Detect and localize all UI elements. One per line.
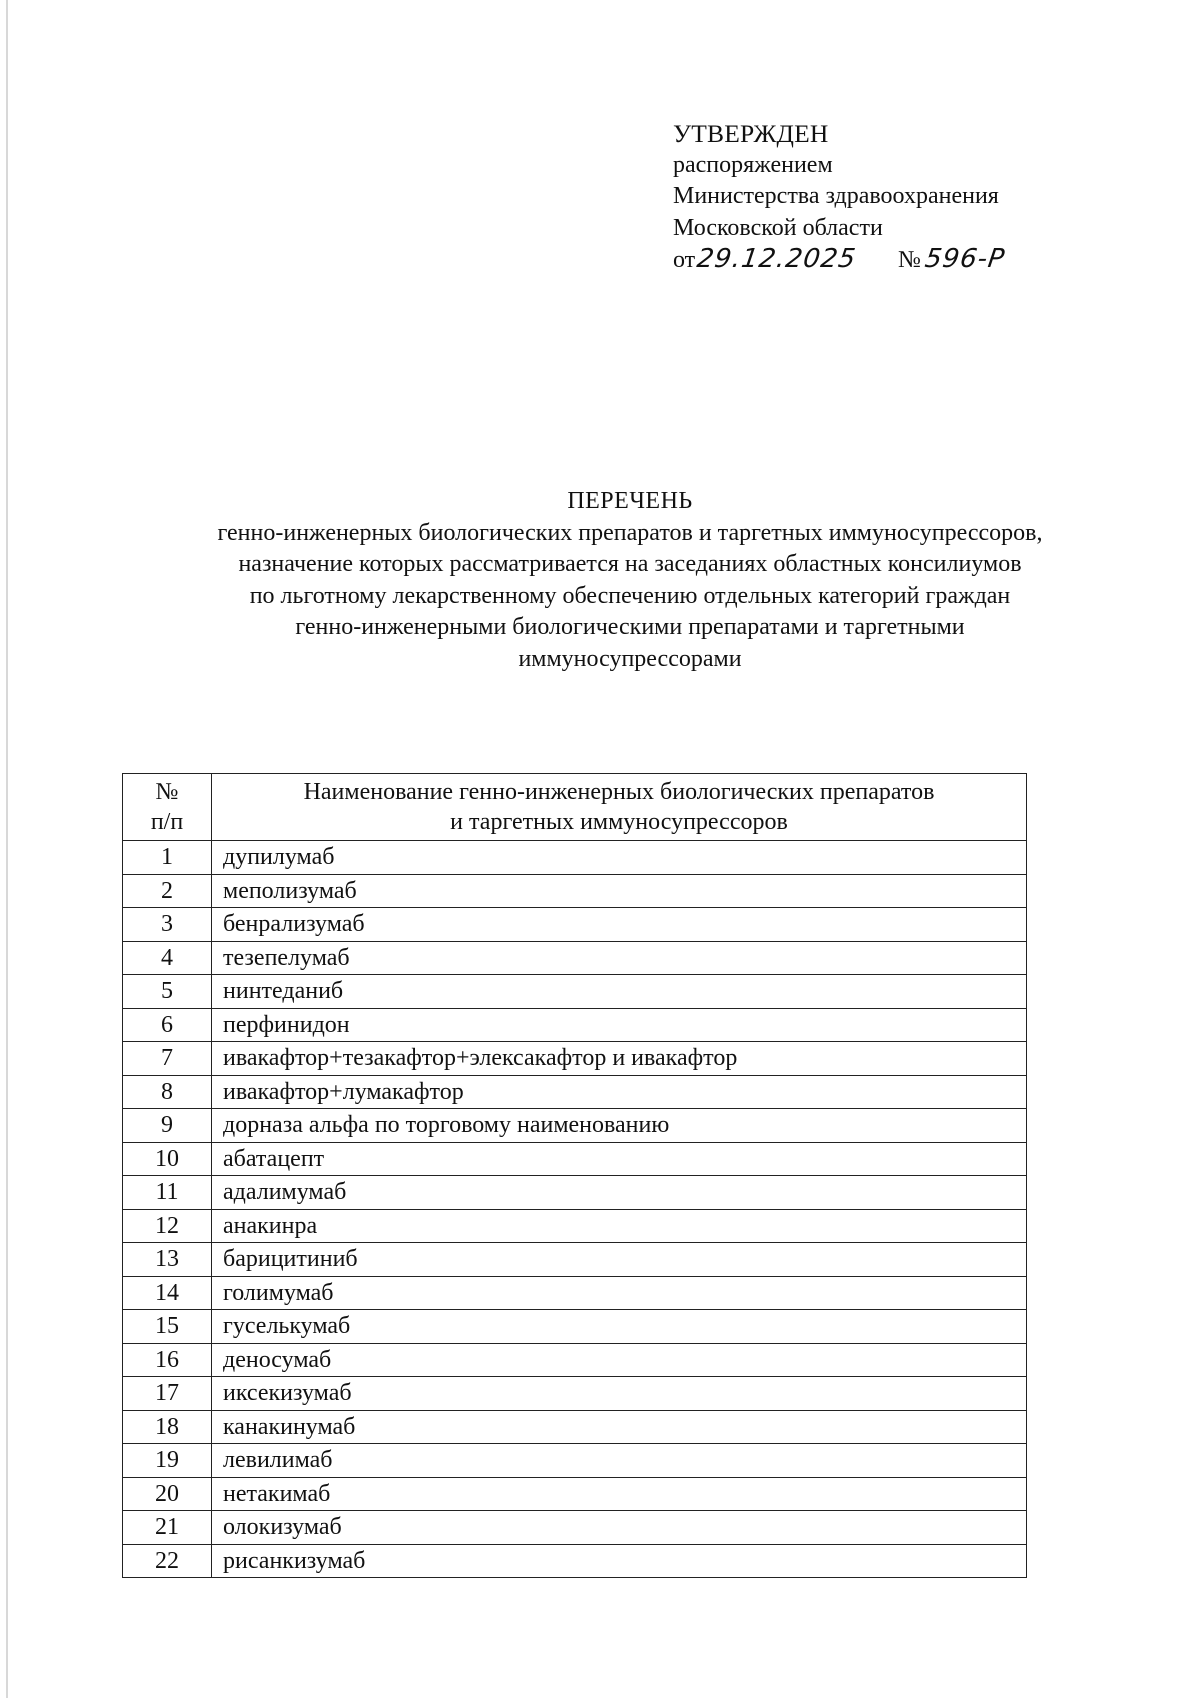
row-number: 22 <box>123 1544 212 1578</box>
row-number: 9 <box>123 1109 212 1143</box>
row-number: 19 <box>123 1444 212 1478</box>
header-name-line1: Наименование генно-инженерных биологических препаратов <box>303 779 935 805</box>
drug-name: тезепелумаб <box>212 941 1027 975</box>
table-row <box>123 1377 1027 1411</box>
table-row <box>123 1243 1027 1277</box>
drug-name: канакинумаб <box>212 1410 1027 1444</box>
document-title: ПЕРЕЧЕНЬ <box>567 488 693 514</box>
approval-line-ministry: Министерства здравоохранения <box>673 183 999 209</box>
header-number-abbr: п/п <box>150 809 184 835</box>
scan-edge-line <box>6 0 8 1698</box>
row-number: 17 <box>123 1377 212 1411</box>
heading-line: генно-инженерными биологическими препаратами и таргетными <box>295 614 965 640</box>
row-number: 15 <box>123 1310 212 1344</box>
table-header-row <box>123 774 1027 841</box>
drug-name: ивакафтор+лумакафтор <box>212 1075 1027 1109</box>
header-number-symbol: № <box>155 779 179 805</box>
row-number: 7 <box>123 1042 212 1076</box>
drug-name: абатацепт <box>212 1142 1027 1176</box>
drug-name: анакинра <box>212 1209 1027 1243</box>
table-row <box>123 1209 1027 1243</box>
table-row <box>123 1544 1027 1578</box>
row-number: 16 <box>123 1343 212 1377</box>
table-row <box>123 1075 1027 1109</box>
row-number: 21 <box>123 1511 212 1545</box>
drug-name: барицитиниб <box>212 1243 1027 1277</box>
row-number: 20 <box>123 1477 212 1511</box>
approval-line-order: распоряжением <box>673 151 833 178</box>
drug-name: нетакимаб <box>212 1477 1027 1511</box>
heading-line: генно-инженерных биологических препаратов и таргетных иммуносупрессоров, <box>217 519 1043 546</box>
row-number: 2 <box>123 874 212 908</box>
header-name <box>212 774 1027 841</box>
table-row <box>123 1310 1027 1344</box>
row-number: 3 <box>123 908 212 942</box>
drug-name: дупилумаб <box>212 841 1027 875</box>
drug-list-table <box>122 773 1027 1578</box>
drug-name: меполизумаб <box>212 874 1027 908</box>
approval-date-line <box>673 244 1005 278</box>
drug-name: гуселькумаб <box>212 1310 1027 1344</box>
row-number: 11 <box>123 1176 212 1210</box>
approval-line-region: Московской области <box>673 214 883 241</box>
heading-line: иммуносупрессорами <box>518 645 742 672</box>
heading-line: по льготному лекарственному обеспечению отдельных категорий граждан <box>249 582 1011 609</box>
document-heading <box>100 486 1160 675</box>
table-row <box>123 874 1027 908</box>
handwritten-date: 29.12.2025 <box>695 244 859 274</box>
number-label: № <box>898 247 921 273</box>
drug-name: дорназа альфа по торговому наименованию <box>212 1109 1027 1143</box>
header-number <box>123 774 212 841</box>
drug-name: перфинидон <box>212 1008 1027 1042</box>
drug-name: иксекизумаб <box>212 1377 1027 1411</box>
row-number: 14 <box>123 1276 212 1310</box>
row-number: 4 <box>123 941 212 975</box>
row-number: 12 <box>123 1209 212 1243</box>
table-row <box>123 908 1027 942</box>
drug-name: адалимумаб <box>212 1176 1027 1210</box>
table-row <box>123 1142 1027 1176</box>
approval-block <box>673 118 1005 278</box>
handwritten-number: 596-Р <box>922 244 1007 274</box>
table-row <box>123 841 1027 875</box>
table-row <box>123 1444 1027 1478</box>
row-number: 13 <box>123 1243 212 1277</box>
table-row <box>123 941 1027 975</box>
row-number: 6 <box>123 1008 212 1042</box>
row-number: 18 <box>123 1410 212 1444</box>
date-prefix: от <box>673 247 696 273</box>
table-row <box>123 1276 1027 1310</box>
table-row <box>123 1042 1027 1076</box>
table-row <box>123 1343 1027 1377</box>
table-row <box>123 975 1027 1009</box>
row-number: 10 <box>123 1142 212 1176</box>
drug-name: рисанкизумаб <box>212 1544 1027 1578</box>
drug-name: олокизумаб <box>212 1511 1027 1545</box>
header-name-line2: и таргетных иммуносупрессоров <box>450 809 788 835</box>
row-number: 1 <box>123 841 212 875</box>
table-row <box>123 1410 1027 1444</box>
table-row <box>123 1109 1027 1143</box>
document-subtitle <box>100 518 1160 676</box>
table-row <box>123 1511 1027 1545</box>
approval-title: УТВЕРЖДЕН <box>673 119 829 148</box>
drug-name: нинтеданиб <box>212 975 1027 1009</box>
row-number: 5 <box>123 975 212 1009</box>
table-row <box>123 1176 1027 1210</box>
drug-name: бенрализумаб <box>212 908 1027 942</box>
table-row <box>123 1477 1027 1511</box>
row-number: 8 <box>123 1075 212 1109</box>
drug-name: левилимаб <box>212 1444 1027 1478</box>
drug-name: голимумаб <box>212 1276 1027 1310</box>
table-row <box>123 1008 1027 1042</box>
heading-line: назначение которых рассматривается на заседаниях областных консилиумов <box>238 551 1022 577</box>
drug-name: деносумаб <box>212 1343 1027 1377</box>
drug-name: ивакафтор+тезакафтор+элексакафтор и ивакафтор <box>212 1042 1027 1076</box>
